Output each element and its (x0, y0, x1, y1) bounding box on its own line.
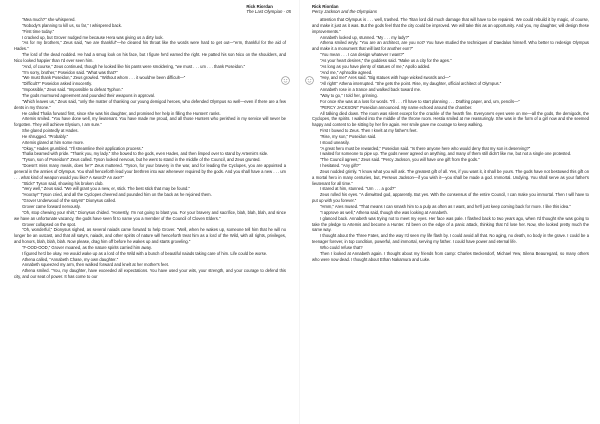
paragraph: attention that Olympus is . . . well, trashed. The Titan lord did much damage that will have to be repaired. We could rebuild it by magic, of course, and make it just as it was. But the gods feel that the city could be improved. We will take this as an opportunity. And you, my daughter, will design these improvements." (312, 17, 589, 34)
paragraph: "PERCY JACKSON!" Poseidon announced. My name echoed around the chamber. (320, 104, 473, 110)
left-page-text (14, 17, 286, 280)
paragraph: Artemis glared at him some more. (22, 139, 85, 145)
paragraph: Annabeth squeezed my arm, then walked forward and knelt at her mother's feet. (22, 262, 169, 268)
paragraph: Grover collapsed on the spot. (22, 221, 77, 227)
paragraph: "Impossible," Zeus said. "Impossible to defeat Typhon." (22, 87, 124, 93)
paragraph: "As long as you have plenty of statues of me," Apollo added. (320, 63, 431, 69)
paragraph: "Hey, and me!" Ares said. "Big statues with huge wicked swords and—" (320, 75, 451, 81)
paragraph: Athena smiled wryly. "You are an architect, are you not? You have studied the techniques of Daedalus himself. Who better to redesign Olympus and make it a monument that will last for another eon?" (312, 40, 589, 52)
paragraph: "Tyson, son of Poseidon!" Zeus called. Tyson looked nervous, but he went to stand in the middle of the Council, and Zeus grunted. (22, 157, 261, 163)
right-page (300, 0, 600, 424)
paragraph: Zeus rolled his eyes. "A dimwitted god, apparently. But yes. With the consensus of the entire Council, I can make you immortal. Then I will have to put up with you forever." (312, 192, 589, 204)
paragraph: I hesitated. "Any gift?" (320, 163, 361, 169)
paragraph: "Grover Underwood of the satyrs!" Dionysus called. (22, 198, 117, 204)
paragraph: The gods murmured agreement and pounded their weapons in approval. (22, 92, 156, 98)
paragraph: Athena smiled. "You, my daughter, have exceeded all expectations. You have used your wits, your strength, and your courage to defend this city, and our seat of power. It has come to our (14, 268, 286, 280)
paragraph: He shrugged. "Probably." (22, 133, 69, 139)
paragraph: "Very well," Zeus said. "We will grant you a new, er, stick. The best stick that may be found." (22, 186, 190, 192)
paragraph: Annabeth looked up, stunned. "My . . . my lady?" (320, 34, 410, 40)
paragraph: I figured he'd be okay. He would wake up as a lord of the Wild with a bunch of beautiful naiads taking care of him. Life could be worse. (22, 250, 268, 256)
paragraph: "Hooray!" Tyson cried, and all the Cyclopes cheered and pounded him on the back as he rejoined them. (22, 192, 212, 198)
left-header-author: Rick Riordan (246, 4, 273, 9)
paragraph: I waited for someone to pipe up. The gods never agreed on anything, and many of them still didn't like me, but not a single one protested. (320, 151, 572, 157)
paragraph: "We must thank Poseidon," Zeus growled. "Without whom . . . it would've been difficult—" (22, 75, 186, 81)
paragraph: "Hmm," Ares mused. "That means I can smash him to a pulp as often as I want, and he'll just keep coming back for more. I like this idea." (320, 204, 571, 209)
paragraph: "Stick!" Tyson said, showing his broken club. (22, 180, 104, 186)
right-header-author: Rick Riordan (312, 4, 339, 9)
left-page-header (246, 4, 291, 14)
paragraph: "Difficult?" Poseidon asked innocently. (22, 81, 92, 87)
paragraph: She glared pointedly at Hades. (22, 128, 79, 134)
paragraph: "I approve as well," Athena said, though she was looking at Annabeth. (320, 209, 448, 215)
paragraph: "The Council agrees," Zeus said. "Percy Jackson, you will have one gift from the gods." (320, 157, 480, 163)
paragraph: Who could refuse that? (320, 244, 363, 250)
paragraph: "You mean . . . I can design whatever I want?" (320, 52, 405, 58)
paragraph: "As for my brothers," Zeus said, "we are thankful"—he cleared his throat like the words were hard to get out—"erm, thankful for the aid of Hades." (14, 40, 286, 52)
paragraph: "Okay," Hades grumbled. "I'll streamline their application process." (22, 145, 144, 151)
paragraph: First I bowed to Zeus. Then I knelt at my father's feet. (320, 128, 418, 134)
right-header-subtitle: Percy Jackson and the Olympians (312, 9, 377, 14)
paragraph: For once she was at a loss for words. "I'll . . . I'll have to start planning . . . Drafting paper, and, um, pencils—" (320, 98, 520, 104)
paragraph: I thought about the Three Fates, and the way I'd seen my life flash by. I could avoid all that. No aging, no death, no body in the grave. I could be a teenager forever, in top condition, powerful, and immortal, serving my father. I could have power and eternal life. (312, 233, 589, 245)
left-header-subtitle: The Last Olympian - 05 (246, 9, 291, 14)
paragraph: "And, of course," Zeus continued, though he looked like his pants were smoldering, "we must . . . um . . . thank Poseidon." (22, 63, 246, 69)
paragraph: "A great hero must be rewarded," Poseidon said. "Is there anyone here who would deny that my son is deserving?" (320, 145, 531, 151)
paragraph: The lord of the dead nodded. He had a smug look on his face, but I figure he'd earned the right. He patted his son Nico on the shoulders, and Nico looked happier than I'd ever seen him. (14, 52, 286, 63)
paragraph: I stood uneasily. (320, 139, 350, 145)
paragraph: "First time today." (22, 28, 55, 34)
paragraph: "Nobody's planning to kill us, so far," I whispered back. (22, 22, 122, 28)
paragraph: "Which leaves us," Zeus said, "only the matter of thanking our young demigod heroes, who defended Olympus so well—even if there are a few dents in my throne." (14, 98, 286, 110)
paragraph: He called Thalia forward first, since she was his daughter, and promised her help in filling the Hunters' ranks. (22, 110, 221, 116)
paragraph: Then I looked at Annabeth again. I thought about my friends from camp: Charles Beckendorf, Michael Yew, Silena Beauregard, so many others who were now dead. I thought about Ethan Nakamura and Luke. (312, 250, 589, 262)
paragraph: "F-OOD-OOD," Grover moaned, as the nature spirits carried him away. (22, 244, 152, 250)
paragraph: I glanced back. Annabeth was trying not to meet my eyes. Her face was pale. I flashed back to two years ago, when I'd thought she was going to take the pledge to Artemis and become a Hunter. I'd been on the edge of a panic attack, thinking that I'd lose her. Now, she looked pretty much the same way. (312, 215, 589, 233)
paragraph: "As your heart desires," the goddess said. "Make us a city for the ages." (320, 57, 452, 63)
paragraph: Thalia beamed with pride. "Thank you, my lady." She bowed to the gods, even Hades, and then limped over to stand by Artemis's side. (22, 151, 269, 157)
paragraph: I stared at him, stunned. "Um . . . a god?" (320, 186, 396, 192)
right-page-header (312, 4, 377, 14)
paragraph: "Doesn't miss many meals, does he?" Zeus muttered. "Tyson, for your bravery in the war, and for leading the Cyclopes, you are appointed a general in the armies of Olympus. You shall henceforth lead your brethren into war whenever required by the gods. And you shall have a new . . . um . . . what kind of weapon would you like? A sword? An axe?" (14, 163, 286, 180)
paragraph: Grover came forward nervously. (22, 204, 81, 209)
paragraph: "Mea much?" she whispered. (22, 17, 76, 22)
paragraph: "Oh, wonderful," Dionysus sighed, as several naiads came forward to help Grover. "Well, when he wakes up, someone tell him that he will no longer be an outcast, and that all satyrs, naiads, and other spirits of nature will henceforth treat him as a lord of the Wild, with all rights, privileges, and honors, blah, blah, blah. Now please, drag him off before he wakes up and starts groveling." (14, 227, 286, 245)
right-page-text (312, 17, 589, 262)
paragraph: Annabeth rose in a trance and walked back toward me. (320, 87, 422, 93)
paragraph: "Way to go," I told her, grinning. (320, 92, 378, 98)
paragraph: All talking died down. The room was silent except for the crackle of the hearth fire. Everyone's eyes were on me—all the gods, the demigods, the Cyclopes, the spirits. I walked into the middle of the throne room. Hestia smiled at me reassuringly. She was in the form of a girl now and she seemed happy and content to be sitting by her fire again. Her smile gave me courage to keep walking. (312, 110, 589, 128)
paragraph: "Rise, my son," Poseidon said. (320, 133, 377, 139)
paragraph: Athena called, "Annabeth Chase, my own daughter." (22, 256, 119, 262)
paragraph: "All right!" Athena interrupted. "She gets the point. Rise, my daughter, official architect of Olympus." (320, 81, 502, 87)
paragraph: "I'm sorry, brother," Poseidon said. "What was that?" (22, 69, 118, 75)
paragraph: "And me," Aphrodite agreed. (320, 69, 373, 75)
paragraph: I cracked up, but Grover nudged me because Hera was giving us a dirty look. (22, 34, 164, 40)
paragraph: Artemis smiled. "You have done well, my lieutenant. You have made me proud, and all those Hunters who perished in my service will never be forgotten. They will achieve Elysium, I am sure." (14, 116, 286, 128)
paragraph: Zeus nodded grimly. "I know what you will ask. The greatest gift of all. Yes, if you want it, it shall be yours. The gods have not bestowed this gift on a mortal hero in many centuries, but, Perseus Jackson—if you wish it—you shall be made a god. Immortal. Undying. You shall serve as your father's lieutenant for all time." (312, 168, 589, 186)
paragraph: "Oh, stop chewing your shirt," Dionysus chided. "Honestly, I'm not going to blast you. For your bravery and sacrifice, blah, blah, blah, and since we have an unfortunate vacancy, the gods have seen fit to name you a member of the Council of Cloven Elders." (14, 209, 286, 221)
